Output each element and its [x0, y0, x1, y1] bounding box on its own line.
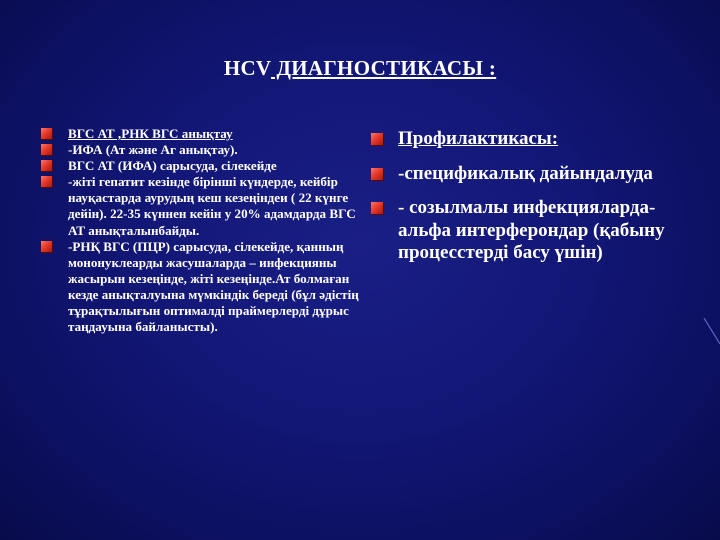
bullet-icon — [41, 128, 52, 139]
left-item-text: -жіті гепатит кезінде бірінші күндерде, кейбір науқастарда аурудың кеш кезеңіндеи ( 22 күнге дейін). 22-35 күннен кейін у 20% адамдарда ВГС АТ анықталынбайды. — [68, 174, 356, 238]
left-item-text: ВГС АТ (ИФА) сарысуда, сілекейде — [68, 158, 277, 174]
title-prefix: HCV — [223, 56, 271, 80]
right-bullet-list — [370, 128, 696, 265]
spacer — [370, 185, 696, 197]
bullet-icon — [371, 202, 383, 214]
left-item — [40, 142, 362, 158]
right-item-text: - созылмалы инфекцияларда- альфа интерферондар (қабыну процесстерді басу үшін) — [398, 197, 665, 264]
spacer — [370, 151, 696, 163]
decorative-line-icon — [702, 318, 720, 348]
left-item — [40, 174, 362, 238]
left-item — [40, 158, 362, 174]
bullet-icon — [41, 144, 52, 155]
bullet-icon — [371, 168, 383, 180]
left-item — [40, 126, 362, 142]
bullet-icon — [41, 160, 52, 171]
bullet-icon — [41, 241, 52, 252]
right-item-text: Профилактикасы: — [398, 128, 559, 149]
bullet-icon — [41, 176, 52, 187]
left-bullet-list — [40, 126, 362, 335]
right-item — [370, 163, 696, 186]
left-item-text: ВГС АТ ,РНК ВГС анықтау — [68, 126, 233, 141]
left-item — [40, 239, 362, 336]
title-main: ДИАГНОСТИКАСЫ : — [271, 56, 497, 80]
right-item-text: -спецификалық дайындалуда — [398, 162, 653, 184]
right-item — [370, 128, 696, 151]
right-item — [370, 197, 696, 265]
left-item-text: -РНҚ ВГС (ПЦР) сарысуда, сілекейде, қанның мононуклеарды жасушаларда – инфекцияны жасырын кезеңінде, жіті кезеңінде.Ат болмаған кезде анықталуына мүмкіндік береді (бұл әдістің тұрақтылығын оптималді праймерлерді дұрыс таңдауына байланысты). — [68, 238, 359, 335]
slide-title — [0, 56, 720, 81]
left-item-text: -ИФА (Ат және Аг анықтау). — [68, 142, 238, 158]
bullet-icon — [371, 133, 383, 145]
